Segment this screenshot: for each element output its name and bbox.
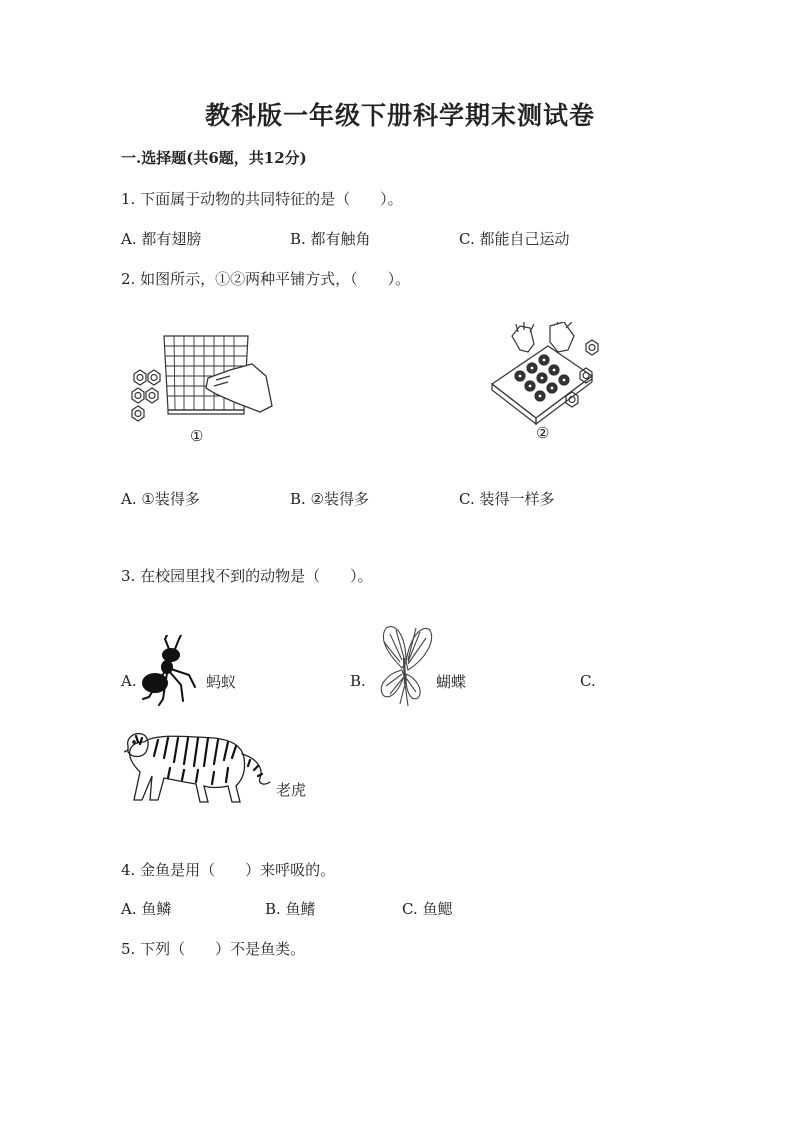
question-1-option-b[interactable]: B. 都有触角 xyxy=(290,230,371,248)
figure-2-label: ② xyxy=(536,424,550,442)
tiling-figure-2 xyxy=(488,322,608,427)
question-2-option-a[interactable]: A. ①装得多 xyxy=(121,490,200,508)
question-1-stem: 1. 下面属于动物的共同特征的是（ ）。 xyxy=(121,190,403,208)
ant-caption: 蚂蚁 xyxy=(206,673,237,691)
question-3-option-a-letter[interactable]: A. xyxy=(121,672,137,690)
question-2-option-c[interactable]: C. 装得一样多 xyxy=(459,490,555,508)
section-heading: 一.选择题(共6题，共12分) xyxy=(121,149,307,167)
page-title: 教科版一年级下册科学期末测试卷 xyxy=(204,101,595,130)
tiger-caption: 老虎 xyxy=(276,781,307,799)
ant-image xyxy=(135,635,201,707)
tiger-icon xyxy=(124,728,274,808)
tiling-figure-1 xyxy=(126,330,276,430)
tiger-image xyxy=(124,728,274,808)
question-2-option-b[interactable]: B. ②装得多 xyxy=(290,490,370,508)
question-3-stem: 3. 在校园里找不到的动物是（ ）。 xyxy=(121,567,373,585)
figure-1-label: ① xyxy=(190,427,204,445)
butterfly-image xyxy=(372,622,436,708)
question-4-option-b[interactable]: B. 鱼鳍 xyxy=(265,900,316,918)
nuts-grid-box-image xyxy=(126,330,276,430)
question-5-stem: 5. 下列（ ）不是鱼类。 xyxy=(121,940,306,958)
question-4-option-a[interactable]: A. 鱼鳞 xyxy=(121,900,172,918)
butterfly-caption: 蝴蝶 xyxy=(436,673,467,691)
question-1-option-c[interactable]: C. 都能自己运动 xyxy=(459,230,570,248)
ant-icon xyxy=(135,635,201,707)
question-1-option-a[interactable]: A. 都有翅膀 xyxy=(121,230,202,248)
question-3-option-b-letter[interactable]: B. xyxy=(350,672,366,690)
butterfly-icon xyxy=(372,622,436,708)
question-4-option-c[interactable]: C. 鱼鳃 xyxy=(402,900,453,918)
question-2-stem: 2. 如图所示，①②两种平铺方式，（ ）。 xyxy=(121,270,411,288)
nuts-tray-image xyxy=(488,322,608,427)
question-3-option-c-letter[interactable]: C. xyxy=(580,672,596,690)
question-4-stem: 4. 金鱼是用（ ）来呼吸的。 xyxy=(121,861,336,879)
